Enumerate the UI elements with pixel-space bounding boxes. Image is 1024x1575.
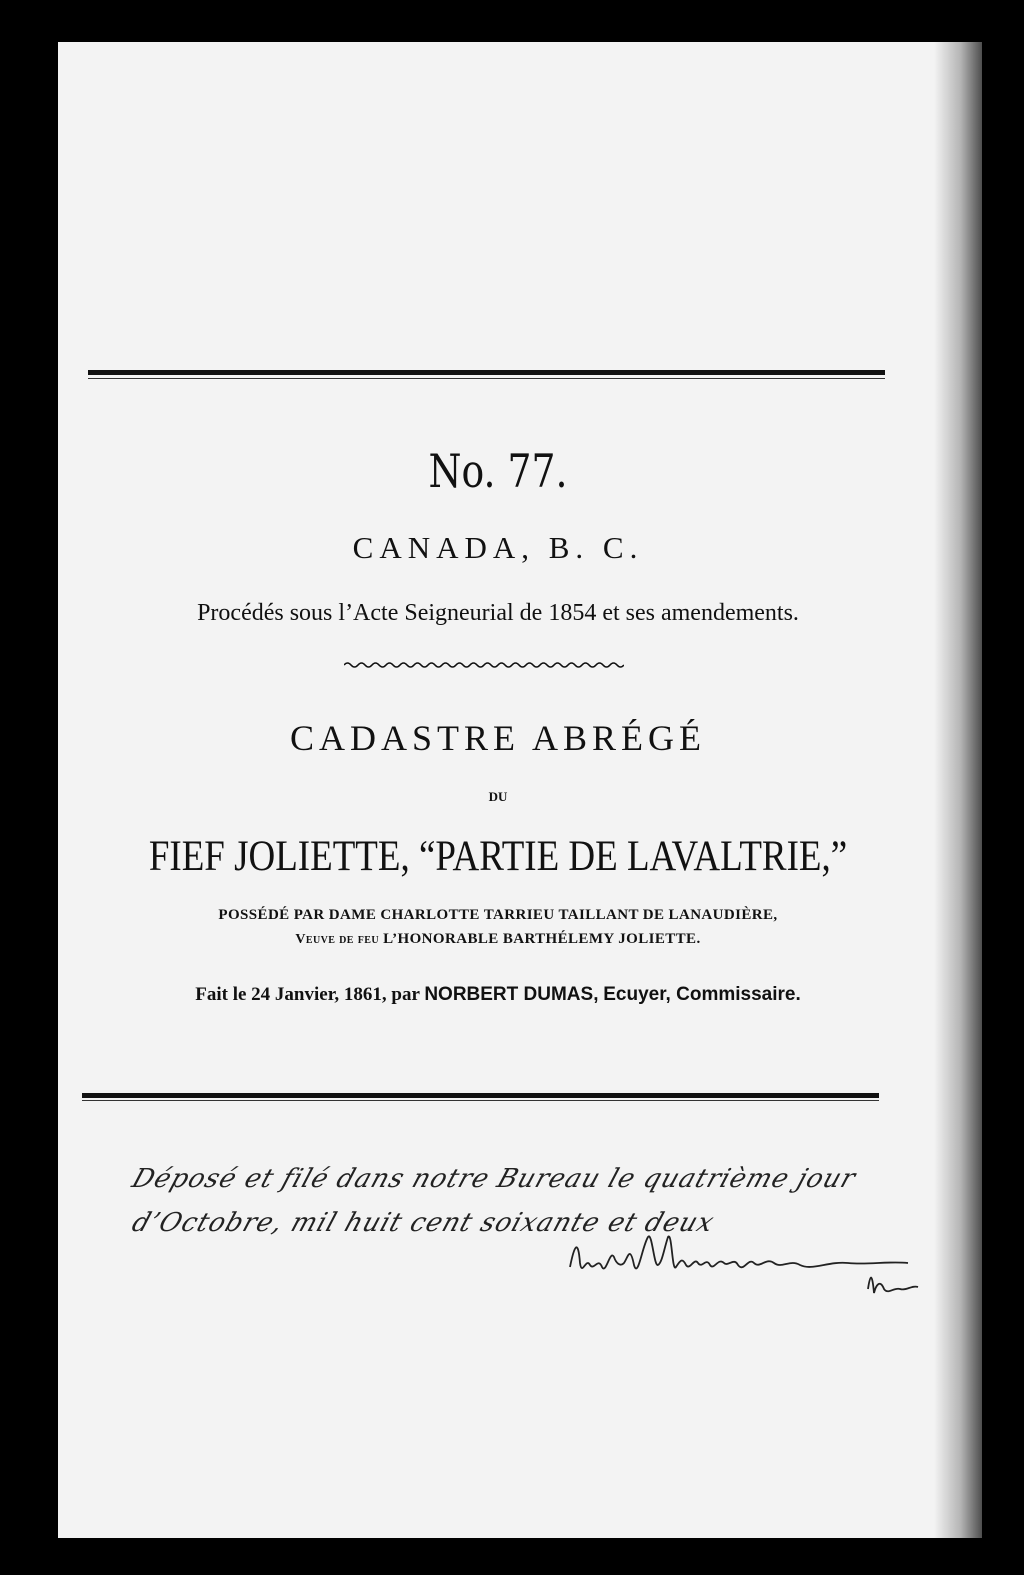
handwritten-line-2: d’Octobre, mil huit cent soixante et deux (128, 1208, 719, 1238)
made-prefix: Fait le 24 Janvier, 1861, par (195, 984, 420, 1005)
document-title: CADASTRE ABRÉGÉ (289, 718, 707, 758)
handwritten-line-1: Déposé et filé dans notre Bureau le quatrième jour (128, 1164, 860, 1194)
top-rule (88, 370, 885, 375)
widow-line (58, 931, 938, 948)
commissioner-name: NORBERT DUMAS, (424, 984, 599, 1005)
document-page (58, 42, 982, 1538)
page-edge-shadow (934, 42, 982, 1538)
handwritten-note (128, 1142, 938, 1342)
bottom-rule-thin (82, 1100, 879, 1101)
top-rule-thin (88, 378, 885, 379)
made-line (58, 984, 938, 1006)
bottom-rule (82, 1093, 879, 1098)
widow-name: L’HONORABLE BARTHÉLEMY JOLIETTE. (383, 931, 701, 947)
proceedings-line: Procédés sous l’Acte Seigneurial de 1854 et ses amendements. (197, 600, 799, 626)
made-suffix: Ecuyer, Commissaire. (603, 984, 801, 1005)
wavy-divider (344, 660, 624, 670)
fief-title: FIEF JOLIETTE, “PARTIE DE LAVALTRIE,” (148, 833, 848, 880)
du-label: DU (488, 789, 508, 804)
handwritten-signature (568, 1227, 938, 1307)
document-number: No. 77. (428, 444, 568, 498)
widow-prefix: Veuve de feu (295, 932, 379, 947)
owner-line: POSSÉDÉ PAR DAME CHARLOTTE TARRIEU TAILLANT DE LANAUDIÈRE, (218, 907, 778, 923)
country-heading: CANADA, B. C. (352, 530, 644, 565)
